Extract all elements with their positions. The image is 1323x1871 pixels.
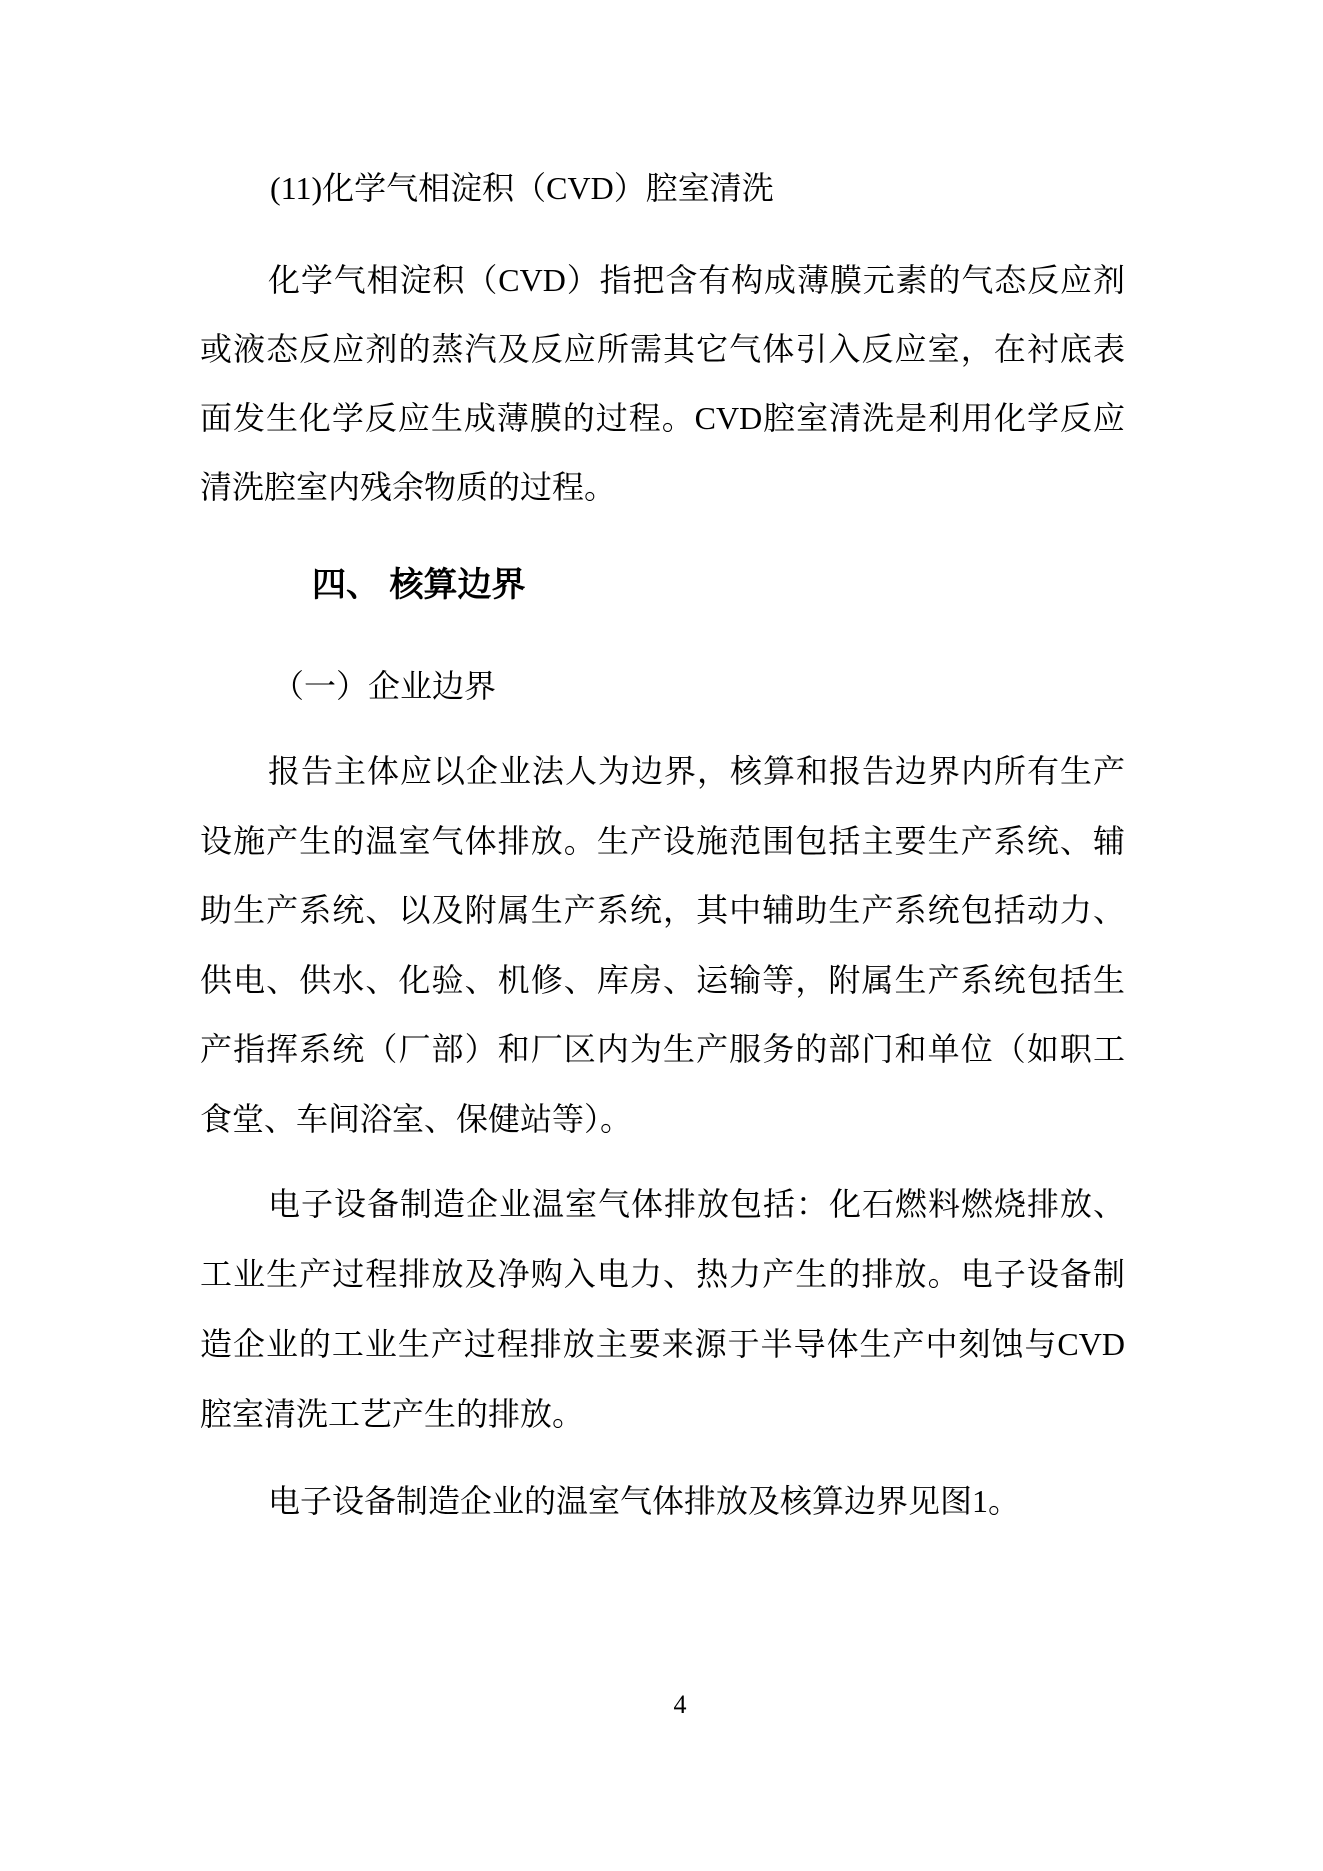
text-line: (11)化学气相淀积（CVD）腔室清洗 bbox=[270, 170, 774, 206]
text-line: 电子设备制造企业温室气体排放包括：化石燃料燃烧排放、 bbox=[268, 1186, 1125, 1222]
text-line: 腔室清洗工艺产生的排放。 bbox=[200, 1396, 585, 1432]
subsection-heading-enterprise-boundary: （一）企业边界 bbox=[272, 668, 497, 704]
text-line: 或液态反应剂的蒸汽及反应所需其它气体引入反应室，在衬底表 bbox=[200, 331, 1125, 367]
text-line: 食堂、车间浴室、保健站等）。 bbox=[200, 1100, 633, 1137]
paragraph-enterprise-boundary bbox=[200, 737, 1125, 1154]
text-line: 报告主体应以企业法人为边界，核算和报告边界内所有生产 bbox=[268, 753, 1125, 789]
text-line: 供电、供水、化验、机修、库房、运输等，附属生产系统包括生 bbox=[200, 961, 1125, 998]
text-line: 面发生化学反应生成薄膜的过程。CVD腔室清洗是利用化学反应 bbox=[200, 400, 1125, 436]
paragraph-cvd-definition bbox=[200, 246, 1125, 522]
page-number: 4 bbox=[673, 1690, 687, 1719]
text-line: 清洗腔室内残余物质的过程。 bbox=[200, 469, 617, 505]
text-line: 工业生产过程排放及净购入电力、热力产生的排放。电子设备制 bbox=[200, 1256, 1125, 1292]
text-line: 产指挥系统（厂部）和厂区内为生产服务的部门和单位（如职工 bbox=[200, 1031, 1125, 1067]
text-line: 化学气相淀积（CVD）指把含有构成薄膜元素的气态反应剂 bbox=[268, 262, 1125, 298]
text-line: 造企业的工业生产过程排放主要来源于半导体生产中刻蚀与CVD bbox=[200, 1326, 1125, 1362]
paragraph-figure-reference bbox=[200, 1467, 1125, 1535]
text-line: 电子设备制造企业的温室气体排放及核算边界见图1。 bbox=[268, 1483, 1021, 1519]
section-heading-accounting-boundary: 四、 核算边界 bbox=[312, 566, 526, 604]
paragraph-emission-scope bbox=[200, 1169, 1125, 1449]
text-line: 助生产系统、以及附属生产系统，其中辅助生产系统包括动力、 bbox=[200, 892, 1125, 928]
text-line: 设施产生的温室气体排放。生产设施范围包括主要生产系统、辅 bbox=[200, 822, 1125, 859]
clause-11-heading bbox=[200, 154, 1125, 222]
